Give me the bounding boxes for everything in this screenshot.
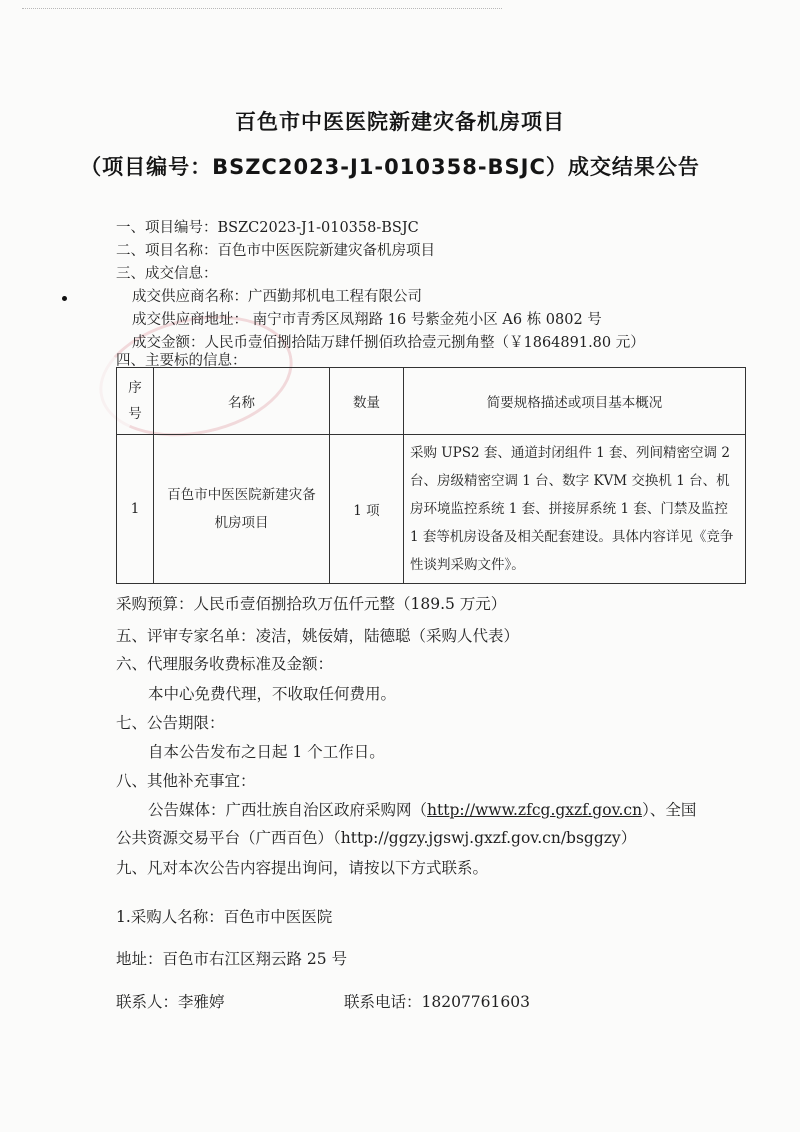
budget: 采购预算：人民币壹佰捌拾玖万伍仟元整（189.5 万元） — [116, 595, 507, 613]
purchaser-address: 地址：百色市右江区翔云路 25 号 — [116, 950, 348, 968]
section8-heading: 八、其他补充事宜： — [116, 772, 256, 790]
platform-suffix: ） — [620, 829, 637, 847]
name-header: 名称 — [154, 368, 330, 435]
seq-header — [117, 368, 154, 435]
section6-body: 本中心免费代理，不收取任何费用。 — [148, 685, 397, 703]
row-name — [154, 435, 330, 584]
project-number: 一、项目编号：BSZC2023-J1-010358-BSJC — [116, 220, 419, 236]
section7-body: 自本公告发布之日起 1 个工作日。 — [148, 743, 385, 761]
announcement-media — [148, 798, 696, 820]
platform-link[interactable]: http://ggzy.jgswj.gxzf.gov.cn/bsggzy — [340, 829, 621, 847]
main-info-heading: 四、主要标的信息： — [116, 353, 247, 369]
purchaser-name: 1.采购人名称：百色市中医医院 — [116, 908, 333, 926]
page-title: 百色市中医医院新建灾备机房项目 — [235, 110, 565, 134]
row-description: 采购 UPS2 套、通道封闭组件 1 套、列间精密空调 2 台、房级精密空调 1 台、数字 KVM 交换机 1 台、机房环境监控系统 1 套、拼接屏系统 1 套、门禁及监控 1 套等机房设备及相关配套建设。具体内容详见《竞争性谈判采购文件》。 — [404, 435, 746, 584]
media-link[interactable]: http://www.zfcg.gxzf.gov.cn — [427, 801, 643, 819]
media-suffix: ）、全国 — [642, 801, 697, 819]
trading-platform — [116, 826, 636, 848]
contact-phone: 联系电话：18207761603 — [344, 993, 530, 1011]
deal-info-heading: 三、成交信息： — [116, 266, 218, 282]
platform-prefix: 公共资源交易平台（广西百色）（ — [116, 829, 341, 847]
page-subtitle: （项目编号：BSZC2023-J1-010358-BSJC）成交结果公告 — [80, 155, 700, 179]
project-name: 二、项目名称：百色市中医医院新建灾备机房项目 — [116, 243, 435, 259]
spec-table — [116, 367, 746, 584]
section5-experts: 五、评审专家名单：凌洁，姚佞婧，陆德聪（采购人代表） — [116, 627, 520, 645]
margin-dot — [62, 296, 67, 301]
table-row — [117, 435, 746, 584]
scan-edge-mark — [22, 0, 502, 9]
section6-heading: 六、代理服务收费标准及金额： — [116, 655, 334, 673]
row-seq: 1 — [117, 435, 154, 584]
contact-person: 联系人：李雅婷 — [116, 993, 225, 1011]
seq-header-line2: 号 — [128, 406, 142, 422]
supplier-address: 成交供应商地址： 南宁市青秀区凤翔路 16 号紫金苑小区 A6 栋 0802 号 — [132, 312, 602, 328]
row-quantity: 1 项 — [330, 435, 404, 584]
quantity-header: 数量 — [330, 368, 404, 435]
desc-header: 简要规格描述或项目基本概况 — [404, 368, 746, 435]
deal-amount: 成交金额：人民币壹佰捌拾陆万肆仟捌佰玖拾壹元捌角整（￥1864891.80 元） — [132, 335, 645, 351]
row-name-line2: 机房项目 — [214, 515, 269, 531]
table-header-row — [117, 368, 746, 435]
seq-header-line1: 序 — [128, 380, 142, 396]
media-prefix: 公告媒体：广西壮族自治区政府采购网（ — [148, 801, 428, 819]
section7-heading: 七、公告期限： — [116, 714, 225, 732]
row-name-line1: 百色市中医医院新建灾备 — [167, 487, 316, 503]
section9-heading: 九、凡对本次公告内容提出询问，请按以下方式联系。 — [116, 859, 489, 877]
supplier-name: 成交供应商名称：广西勤邦机电工程有限公司 — [132, 289, 422, 305]
